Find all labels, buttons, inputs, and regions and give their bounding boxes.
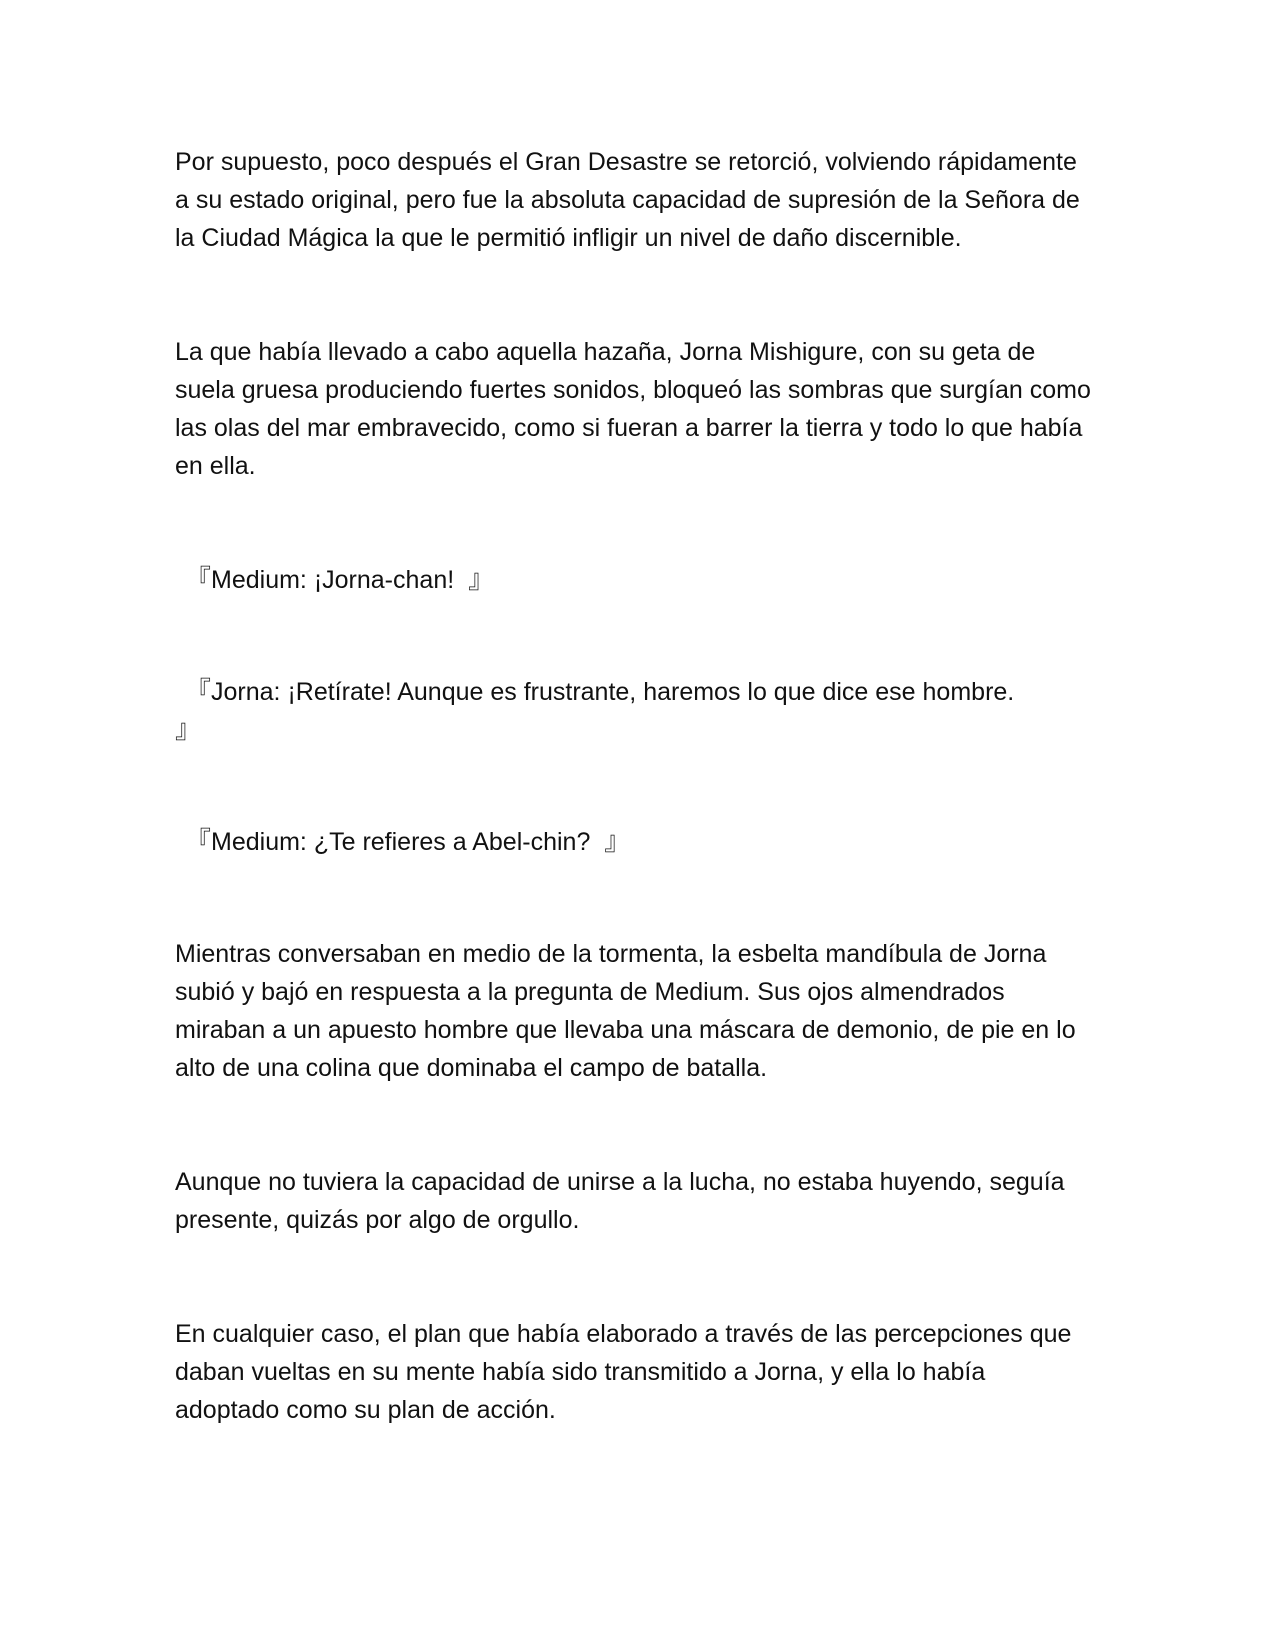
paragraph-2: La que había llevado a cabo aquella hazaña, Jorna Mishigure, con su geta de suela gruesa produciendo fuertes sonidos, bloqueó las sombras que surgían como las olas del mar embravecido, como si fueran a barrer la tierra y todo lo que había en ella. xyxy=(175,338,1091,480)
paragraph-4: Aunque no tuviera la capacidad de unirse a la lucha, no estaba huyendo, seguía presente, quizás por algo de orgullo. xyxy=(175,1168,1065,1234)
close-bracket: 』 xyxy=(175,715,202,745)
dialogue-line-jorna xyxy=(175,673,1095,749)
close-bracket: 』 xyxy=(468,565,495,595)
open-bracket: 『 xyxy=(185,565,212,595)
paragraph-5: En cualquier caso, el plan que había elaborado a través de las percepciones que daban vueltas en su mente había sido transmitido a Jorna, y ella lo había adoptado como su plan de acción. xyxy=(175,1320,1072,1424)
dialogue-line-medium-1 xyxy=(175,561,1095,599)
paragraph-1: Por supuesto, poco después el Gran Desastre se retorció, volviendo rápidamente a su estado original, pero fue la absoluta capacidad de supresión de la Señora de la Ciudad Mágica la que le permitió infligir un nivel de daño discernible. xyxy=(175,148,1080,252)
document-body xyxy=(175,143,1095,1429)
dialogue-text: Jorna: ¡Retírate! Aunque es frustrante, haremos lo que dice ese hombre. xyxy=(211,678,1015,706)
open-bracket: 『 xyxy=(185,677,212,707)
paragraph-3: Mientras conversaban en medio de la tormenta, la esbelta mandíbula de Jorna subió y bajó en respuesta a la pregunta de Medium. Sus ojos almendrados miraban a un apuesto hombre que llevaba una máscara de demonio, de pie en lo alto de una colina que dominaba el campo de batalla. xyxy=(175,940,1076,1082)
close-bracket: 』 xyxy=(604,827,631,857)
dialogue-text: Medium: ¿Te refieres a Abel-chin? xyxy=(211,828,591,856)
dialogue-line-medium-2 xyxy=(175,823,1095,861)
open-bracket: 『 xyxy=(185,827,212,857)
dialogue-text: Medium: ¡Jorna-chan! xyxy=(211,566,455,594)
